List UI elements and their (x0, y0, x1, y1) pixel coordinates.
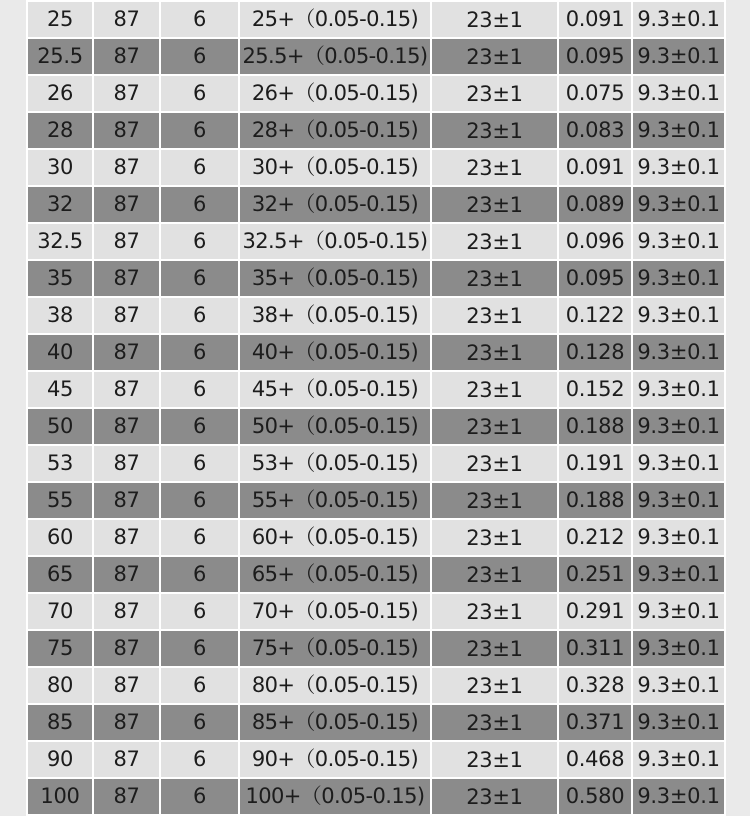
cell-tolerance: 9.3±0.1 (633, 2, 724, 37)
cell-tolerance: 9.3±0.1 (633, 446, 724, 481)
cell-range: 38+（0.05-0.15) (240, 298, 430, 333)
cell-col-6: 6 (161, 261, 238, 296)
cell-value: 0.291 (559, 594, 631, 629)
cell-col-6: 6 (161, 39, 238, 74)
table-row (28, 372, 724, 407)
cell-temp: 23±1 (432, 76, 557, 111)
cell-col-87: 87 (94, 483, 159, 518)
cell-tolerance: 9.3±0.1 (633, 298, 724, 333)
cell-col-87: 87 (94, 372, 159, 407)
cell-size: 35 (28, 261, 92, 296)
cell-range: 55+（0.05-0.15) (240, 483, 430, 518)
cell-range: 65+（0.05-0.15) (240, 557, 430, 592)
cell-size: 75 (28, 631, 92, 666)
table-row (28, 483, 724, 518)
cell-size: 30 (28, 150, 92, 185)
cell-value: 0.371 (559, 705, 631, 740)
cell-value: 0.075 (559, 76, 631, 111)
cell-size: 25 (28, 2, 92, 37)
cell-temp: 23±1 (432, 150, 557, 185)
cell-col-6: 6 (161, 446, 238, 481)
table-row (28, 113, 724, 148)
table-row (28, 2, 724, 37)
cell-size: 26 (28, 76, 92, 111)
table-row (28, 705, 724, 740)
table-row (28, 76, 724, 111)
spec-table (26, 0, 726, 816)
cell-col-87: 87 (94, 742, 159, 777)
cell-temp: 23±1 (432, 520, 557, 555)
cell-col-87: 87 (94, 187, 159, 222)
table-row (28, 39, 724, 74)
cell-range: 35+（0.05-0.15) (240, 261, 430, 296)
cell-range: 60+（0.05-0.15) (240, 520, 430, 555)
cell-size: 25.5 (28, 39, 92, 74)
cell-col-6: 6 (161, 150, 238, 185)
cell-value: 0.212 (559, 520, 631, 555)
cell-col-87: 87 (94, 150, 159, 185)
table-row (28, 520, 724, 555)
cell-tolerance: 9.3±0.1 (633, 779, 724, 814)
cell-tolerance: 9.3±0.1 (633, 335, 724, 370)
cell-col-6: 6 (161, 594, 238, 629)
cell-range: 85+（0.05-0.15) (240, 705, 430, 740)
cell-size: 65 (28, 557, 92, 592)
cell-col-87: 87 (94, 39, 159, 74)
table-row (28, 742, 724, 777)
table-row (28, 779, 724, 814)
cell-size: 55 (28, 483, 92, 518)
cell-range: 32.5+（0.05-0.15) (240, 224, 430, 259)
cell-col-87: 87 (94, 335, 159, 370)
table-row (28, 446, 724, 481)
cell-value: 0.311 (559, 631, 631, 666)
cell-tolerance: 9.3±0.1 (633, 594, 724, 629)
cell-size: 60 (28, 520, 92, 555)
cell-size: 28 (28, 113, 92, 148)
cell-tolerance: 9.3±0.1 (633, 742, 724, 777)
cell-tolerance: 9.3±0.1 (633, 187, 724, 222)
cell-range: 100+（0.05-0.15) (240, 779, 430, 814)
cell-col-87: 87 (94, 76, 159, 111)
cell-col-6: 6 (161, 705, 238, 740)
cell-value: 0.580 (559, 779, 631, 814)
cell-col-6: 6 (161, 557, 238, 592)
table-row (28, 668, 724, 703)
cell-temp: 23±1 (432, 224, 557, 259)
cell-range: 75+（0.05-0.15) (240, 631, 430, 666)
cell-tolerance: 9.3±0.1 (633, 557, 724, 592)
table-row (28, 335, 724, 370)
cell-value: 0.468 (559, 742, 631, 777)
cell-tolerance: 9.3±0.1 (633, 76, 724, 111)
cell-col-6: 6 (161, 779, 238, 814)
cell-temp: 23±1 (432, 335, 557, 370)
cell-temp: 23±1 (432, 187, 557, 222)
spec-table-body (28, 2, 724, 814)
cell-size: 40 (28, 335, 92, 370)
cell-col-6: 6 (161, 668, 238, 703)
cell-col-6: 6 (161, 742, 238, 777)
cell-value: 0.152 (559, 372, 631, 407)
cell-temp: 23±1 (432, 298, 557, 333)
cell-temp: 23±1 (432, 261, 557, 296)
cell-temp: 23±1 (432, 668, 557, 703)
cell-col-87: 87 (94, 705, 159, 740)
cell-range: 25+（0.05-0.15) (240, 2, 430, 37)
cell-value: 0.095 (559, 261, 631, 296)
cell-col-87: 87 (94, 557, 159, 592)
cell-col-87: 87 (94, 594, 159, 629)
cell-tolerance: 9.3±0.1 (633, 39, 724, 74)
cell-range: 30+（0.05-0.15) (240, 150, 430, 185)
cell-value: 0.091 (559, 2, 631, 37)
cell-size: 53 (28, 446, 92, 481)
cell-col-87: 87 (94, 224, 159, 259)
cell-range: 50+（0.05-0.15) (240, 409, 430, 444)
cell-range: 53+（0.05-0.15) (240, 446, 430, 481)
cell-col-6: 6 (161, 372, 238, 407)
cell-col-6: 6 (161, 409, 238, 444)
cell-range: 40+（0.05-0.15) (240, 335, 430, 370)
cell-value: 0.096 (559, 224, 631, 259)
cell-value: 0.083 (559, 113, 631, 148)
cell-value: 0.188 (559, 409, 631, 444)
cell-col-87: 87 (94, 113, 159, 148)
cell-size: 32.5 (28, 224, 92, 259)
cell-range: 25.5+（0.05-0.15) (240, 39, 430, 74)
cell-temp: 23±1 (432, 742, 557, 777)
cell-size: 32 (28, 187, 92, 222)
cell-tolerance: 9.3±0.1 (633, 483, 724, 518)
cell-temp: 23±1 (432, 113, 557, 148)
cell-size: 70 (28, 594, 92, 629)
cell-temp: 23±1 (432, 483, 557, 518)
cell-temp: 23±1 (432, 705, 557, 740)
cell-value: 0.191 (559, 446, 631, 481)
cell-range: 28+（0.05-0.15) (240, 113, 430, 148)
cell-col-6: 6 (161, 335, 238, 370)
cell-size: 80 (28, 668, 92, 703)
cell-tolerance: 9.3±0.1 (633, 409, 724, 444)
cell-size: 50 (28, 409, 92, 444)
cell-tolerance: 9.3±0.1 (633, 372, 724, 407)
cell-value: 0.328 (559, 668, 631, 703)
cell-value: 0.128 (559, 335, 631, 370)
cell-value: 0.091 (559, 150, 631, 185)
cell-size: 38 (28, 298, 92, 333)
cell-value: 0.122 (559, 298, 631, 333)
cell-col-87: 87 (94, 298, 159, 333)
cell-range: 45+（0.05-0.15) (240, 372, 430, 407)
cell-col-6: 6 (161, 520, 238, 555)
cell-col-87: 87 (94, 520, 159, 555)
cell-range: 80+（0.05-0.15) (240, 668, 430, 703)
cell-tolerance: 9.3±0.1 (633, 520, 724, 555)
table-row (28, 187, 724, 222)
table-row (28, 557, 724, 592)
cell-col-6: 6 (161, 113, 238, 148)
cell-tolerance: 9.3±0.1 (633, 261, 724, 296)
cell-value: 0.251 (559, 557, 631, 592)
cell-col-6: 6 (161, 483, 238, 518)
table-row (28, 150, 724, 185)
cell-col-6: 6 (161, 76, 238, 111)
cell-range: 70+（0.05-0.15) (240, 594, 430, 629)
table-row (28, 631, 724, 666)
cell-size: 85 (28, 705, 92, 740)
cell-temp: 23±1 (432, 39, 557, 74)
cell-tolerance: 9.3±0.1 (633, 705, 724, 740)
cell-col-6: 6 (161, 187, 238, 222)
cell-temp: 23±1 (432, 779, 557, 814)
cell-value: 0.095 (559, 39, 631, 74)
cell-col-87: 87 (94, 779, 159, 814)
cell-range: 32+（0.05-0.15) (240, 187, 430, 222)
cell-range: 26+（0.05-0.15) (240, 76, 430, 111)
cell-col-6: 6 (161, 2, 238, 37)
cell-col-6: 6 (161, 631, 238, 666)
table-row (28, 224, 724, 259)
cell-col-87: 87 (94, 668, 159, 703)
cell-col-87: 87 (94, 631, 159, 666)
cell-tolerance: 9.3±0.1 (633, 631, 724, 666)
cell-temp: 23±1 (432, 557, 557, 592)
table-row (28, 261, 724, 296)
cell-temp: 23±1 (432, 2, 557, 37)
cell-tolerance: 9.3±0.1 (633, 113, 724, 148)
cell-value: 0.188 (559, 483, 631, 518)
cell-tolerance: 9.3±0.1 (633, 668, 724, 703)
cell-value: 0.089 (559, 187, 631, 222)
cell-temp: 23±1 (432, 631, 557, 666)
cell-temp: 23±1 (432, 446, 557, 481)
cell-tolerance: 9.3±0.1 (633, 224, 724, 259)
cell-range: 90+（0.05-0.15) (240, 742, 430, 777)
table-row (28, 594, 724, 629)
cell-col-87: 87 (94, 261, 159, 296)
table-row (28, 409, 724, 444)
cell-temp: 23±1 (432, 594, 557, 629)
cell-size: 100 (28, 779, 92, 814)
table-row (28, 298, 724, 333)
cell-col-87: 87 (94, 446, 159, 481)
cell-col-6: 6 (161, 298, 238, 333)
cell-col-87: 87 (94, 2, 159, 37)
cell-temp: 23±1 (432, 372, 557, 407)
cell-temp: 23±1 (432, 409, 557, 444)
cell-size: 90 (28, 742, 92, 777)
cell-tolerance: 9.3±0.1 (633, 150, 724, 185)
cell-col-6: 6 (161, 224, 238, 259)
cell-col-87: 87 (94, 409, 159, 444)
cell-size: 45 (28, 372, 92, 407)
